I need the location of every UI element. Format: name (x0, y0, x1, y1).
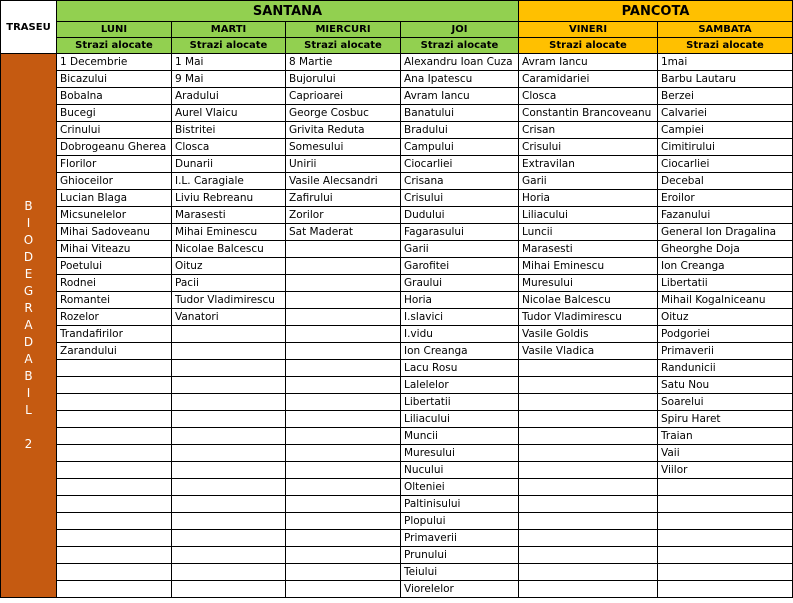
sub-header-joi: Strazi alocate (401, 38, 519, 54)
route-label (1, 54, 57, 598)
street-cell-miercuri: Zafirului (286, 190, 401, 207)
street-cell-marti (172, 496, 286, 513)
street-cell-miercuri (286, 428, 401, 445)
street-cell-sambata: Ciocarliei (658, 156, 793, 173)
street-cell-miercuri (286, 479, 401, 496)
street-cell-marti (172, 428, 286, 445)
street-cell-vineri: Liliacului (519, 207, 658, 224)
street-cell-sambata: Ion Creanga (658, 258, 793, 275)
street-cell-joi: Crisului (401, 190, 519, 207)
sub-header-marti: Strazi alocate (172, 38, 286, 54)
street-cell-sambata: Calvariei (658, 105, 793, 122)
street-cell-miercuri: Unirii (286, 156, 401, 173)
street-cell-vineri (519, 496, 658, 513)
street-cell-marti: Marasesti (172, 207, 286, 224)
street-cell-sambata: Cimitirului (658, 139, 793, 156)
route-letter: G (23, 284, 34, 298)
table-row (1, 292, 793, 309)
table-row (1, 54, 793, 71)
street-cell-sambata (658, 581, 793, 598)
day-header-luni: LUNI (57, 22, 172, 38)
table-row (1, 173, 793, 190)
street-cell-marti (172, 547, 286, 564)
street-cell-marti: Dunarii (172, 156, 286, 173)
street-cell-miercuri (286, 275, 401, 292)
street-cell-marti (172, 564, 286, 581)
route-letter: B (24, 199, 33, 213)
street-cell-joi: Liliacului (401, 411, 519, 428)
street-cell-miercuri (286, 394, 401, 411)
street-cell-vineri: Muresului (519, 275, 658, 292)
street-cell-vineri: Marasesti (519, 241, 658, 258)
street-cell-joi: Fagarasului (401, 224, 519, 241)
table-row (1, 88, 793, 105)
table-row (1, 71, 793, 88)
table-row (1, 258, 793, 275)
street-cell-vineri: Vasile Vladica (519, 343, 658, 360)
table-row (1, 513, 793, 530)
street-cell-luni (57, 411, 172, 428)
street-cell-miercuri (286, 309, 401, 326)
street-cell-vineri: Vasile Goldis (519, 326, 658, 343)
street-cell-luni (57, 479, 172, 496)
street-cell-luni: Trandafirilor (57, 326, 172, 343)
street-cell-joi: Crisana (401, 173, 519, 190)
street-cell-sambata: General Ion Dragalina (658, 224, 793, 241)
street-cell-marti: Nicolae Balcescu (172, 241, 286, 258)
street-cell-marti: Aradului (172, 88, 286, 105)
street-cell-joi: Campului (401, 139, 519, 156)
table-row (1, 139, 793, 156)
table-row (1, 224, 793, 241)
street-cell-joi: Nucului (401, 462, 519, 479)
street-cell-sambata: Satu Nou (658, 377, 793, 394)
street-cell-luni (57, 462, 172, 479)
street-cell-miercuri (286, 411, 401, 428)
street-cell-marti (172, 479, 286, 496)
sub-header-miercuri: Strazi alocate (286, 38, 401, 54)
street-cell-joi: Muresului (401, 445, 519, 462)
route-letter: I (26, 386, 31, 400)
table-row (1, 530, 793, 547)
table-row (1, 207, 793, 224)
street-cell-miercuri (286, 292, 401, 309)
day-header-vineri: VINERI (519, 22, 658, 38)
street-cell-joi: Paltinisului (401, 496, 519, 513)
street-cell-joi: Ion Creanga (401, 343, 519, 360)
street-cell-joi: Ana Ipatescu (401, 71, 519, 88)
street-cell-vineri (519, 411, 658, 428)
street-cell-marti (172, 462, 286, 479)
table-row (1, 190, 793, 207)
street-cell-joi: Dudului (401, 207, 519, 224)
street-cell-miercuri: George Cosbuc (286, 105, 401, 122)
street-cell-marti: Bistritei (172, 122, 286, 139)
street-cell-joi: Avram Iancu (401, 88, 519, 105)
street-cell-luni: Bicazului (57, 71, 172, 88)
street-cell-miercuri (286, 258, 401, 275)
street-cell-miercuri (286, 496, 401, 513)
group-header-pancota: PANCOTA (519, 1, 793, 22)
street-cell-luni: Lucian Blaga (57, 190, 172, 207)
route-letter (1, 419, 56, 436)
street-cell-marti (172, 377, 286, 394)
street-cell-miercuri (286, 581, 401, 598)
street-cell-joi: Viorelelor (401, 581, 519, 598)
street-cell-marti: Oituz (172, 258, 286, 275)
street-cell-marti: Vanatori (172, 309, 286, 326)
route-letter: A (24, 352, 33, 366)
street-cell-sambata: Primaverii (658, 343, 793, 360)
table-row (1, 343, 793, 360)
street-cell-sambata: Mihail Kogalniceanu (658, 292, 793, 309)
route-letter: E (24, 267, 33, 281)
street-cell-marti (172, 343, 286, 360)
sub-header-sambata: Strazi alocate (658, 38, 793, 54)
street-cell-marti: I.L. Caragiale (172, 173, 286, 190)
table-row (1, 309, 793, 326)
street-cell-luni (57, 428, 172, 445)
table-row (1, 377, 793, 394)
street-cell-miercuri (286, 360, 401, 377)
street-cell-vineri: Nicolae Balcescu (519, 292, 658, 309)
street-cell-vineri (519, 513, 658, 530)
street-cell-luni (57, 445, 172, 462)
street-cell-joi: Lacu Rosu (401, 360, 519, 377)
street-cell-sambata: Podgoriei (658, 326, 793, 343)
street-cell-sambata: Gheorghe Doja (658, 241, 793, 258)
street-cell-vineri: Crisan (519, 122, 658, 139)
street-cell-vineri: Constantin Brancoveanu (519, 105, 658, 122)
group-header-santana: SANTANA (57, 1, 519, 22)
street-cell-joi: Primaverii (401, 530, 519, 547)
street-cell-marti: Liviu Rebreanu (172, 190, 286, 207)
street-cell-sambata: 1mai (658, 54, 793, 71)
street-cell-miercuri (286, 377, 401, 394)
street-cell-marti (172, 360, 286, 377)
table-row (1, 360, 793, 377)
street-cell-sambata: Libertatii (658, 275, 793, 292)
street-cell-sambata (658, 496, 793, 513)
street-cell-joi: Olteniei (401, 479, 519, 496)
street-cell-vineri: Caramidariei (519, 71, 658, 88)
street-cell-joi: I.vidu (401, 326, 519, 343)
street-cell-vineri: Horia (519, 190, 658, 207)
day-header-joi: JOI (401, 22, 519, 38)
street-cell-luni (57, 581, 172, 598)
street-cell-marti: Pacii (172, 275, 286, 292)
street-cell-joi: Banatului (401, 105, 519, 122)
group-header-row (1, 1, 793, 22)
street-cell-sambata: Spiru Haret (658, 411, 793, 428)
street-cell-vineri: Avram Iancu (519, 54, 658, 71)
street-cell-vineri (519, 547, 658, 564)
route-letter: D (23, 250, 34, 264)
street-cell-vineri: Tudor Vladimirescu (519, 309, 658, 326)
table-row (1, 394, 793, 411)
street-cell-vineri: Closca (519, 88, 658, 105)
street-cell-miercuri (286, 241, 401, 258)
street-cell-marti: Tudor Vladimirescu (172, 292, 286, 309)
route-letter: L (25, 403, 32, 417)
street-cell-miercuri (286, 547, 401, 564)
table-row (1, 241, 793, 258)
street-cell-luni: Poetului (57, 258, 172, 275)
table-row (1, 462, 793, 479)
route-letter: O (23, 233, 34, 247)
street-cell-luni: Rozelor (57, 309, 172, 326)
street-cell-miercuri: 8 Martie (286, 54, 401, 71)
street-cell-vineri (519, 377, 658, 394)
traseu-header: TRASEU (1, 1, 57, 54)
street-cell-sambata (658, 530, 793, 547)
street-cell-sambata: Berzei (658, 88, 793, 105)
street-cell-vineri: Luncii (519, 224, 658, 241)
street-cell-vineri (519, 564, 658, 581)
table-row (1, 122, 793, 139)
street-cell-marti: Closca (172, 139, 286, 156)
street-cell-sambata (658, 513, 793, 530)
route-letter: I (26, 216, 31, 230)
street-cell-vineri (519, 581, 658, 598)
street-cell-luni (57, 360, 172, 377)
street-cell-luni: Florilor (57, 156, 172, 173)
street-cell-vineri (519, 394, 658, 411)
street-cell-sambata: Decebal (658, 173, 793, 190)
street-cell-joi: Garofitei (401, 258, 519, 275)
street-cell-marti (172, 411, 286, 428)
street-cell-vineri (519, 530, 658, 547)
street-cell-miercuri (286, 530, 401, 547)
street-cell-miercuri: Bujorului (286, 71, 401, 88)
street-cell-luni: Rodnei (57, 275, 172, 292)
street-cell-luni: Romantei (57, 292, 172, 309)
street-cell-joi: Alexandru Ioan Cuza (401, 54, 519, 71)
day-header-row (1, 22, 793, 38)
street-cell-sambata: Barbu Lautaru (658, 71, 793, 88)
table-row (1, 105, 793, 122)
day-header-sambata: SAMBATA (658, 22, 793, 38)
street-cell-sambata: Soarelui (658, 394, 793, 411)
street-cell-sambata: Vaii (658, 445, 793, 462)
street-cell-luni: Micsunelelor (57, 207, 172, 224)
street-cell-joi: Prunului (401, 547, 519, 564)
street-cell-luni (57, 564, 172, 581)
street-cell-luni: Bobalna (57, 88, 172, 105)
table-row (1, 564, 793, 581)
street-cell-sambata: Viilor (658, 462, 793, 479)
street-cell-miercuri (286, 462, 401, 479)
street-cell-joi: Libertatii (401, 394, 519, 411)
street-cell-luni: Crinului (57, 122, 172, 139)
table-row (1, 581, 793, 598)
street-cell-vineri: Mihai Eminescu (519, 258, 658, 275)
street-cell-sambata: Traian (658, 428, 793, 445)
street-cell-joi: Teiului (401, 564, 519, 581)
street-cell-marti: 1 Mai (172, 54, 286, 71)
street-cell-sambata: Fazanului (658, 207, 793, 224)
street-cell-luni (57, 547, 172, 564)
street-cell-sambata: Oituz (658, 309, 793, 326)
route-letter: A (24, 318, 33, 332)
street-cell-luni: Mihai Viteazu (57, 241, 172, 258)
day-header-miercuri: MIERCURI (286, 22, 401, 38)
street-cell-vineri: Garii (519, 173, 658, 190)
table-row (1, 547, 793, 564)
street-cell-joi: Graului (401, 275, 519, 292)
street-cell-miercuri: Zorilor (286, 207, 401, 224)
street-cell-sambata (658, 547, 793, 564)
street-cell-marti: 9 Mai (172, 71, 286, 88)
street-cell-joi: Muncii (401, 428, 519, 445)
street-cell-marti (172, 530, 286, 547)
street-cell-vineri (519, 428, 658, 445)
street-cell-luni: Bucegi (57, 105, 172, 122)
route-letter: R (24, 301, 33, 315)
street-cell-vineri (519, 479, 658, 496)
table-row (1, 326, 793, 343)
street-cell-vineri: Crisului (519, 139, 658, 156)
street-cell-joi: Plopului (401, 513, 519, 530)
street-cell-joi: Horia (401, 292, 519, 309)
street-cell-sambata: Eroilor (658, 190, 793, 207)
street-cell-luni: Mihai Sadoveanu (57, 224, 172, 241)
street-cell-luni (57, 394, 172, 411)
street-cell-miercuri: Vasile Alecsandri (286, 173, 401, 190)
street-cell-miercuri (286, 445, 401, 462)
street-cell-marti: Mihai Eminescu (172, 224, 286, 241)
street-cell-joi: Ciocarliei (401, 156, 519, 173)
street-cell-joi: Lalelelor (401, 377, 519, 394)
street-cell-miercuri: Caprioarei (286, 88, 401, 105)
sub-header-vineri: Strazi alocate (519, 38, 658, 54)
street-cell-sambata (658, 479, 793, 496)
street-cell-joi: Bradului (401, 122, 519, 139)
street-cell-sambata (658, 564, 793, 581)
table-row (1, 411, 793, 428)
route-letter: D (23, 335, 34, 349)
street-cell-vineri: Extravilan (519, 156, 658, 173)
route-letter: B (24, 369, 33, 383)
street-cell-miercuri: Sat Maderat (286, 224, 401, 241)
sub-header-luni: Strazi alocate (57, 38, 172, 54)
street-cell-luni (57, 496, 172, 513)
street-cell-sambata: Randunicii (658, 360, 793, 377)
street-cell-miercuri (286, 343, 401, 360)
street-cell-luni: Dobrogeanu Gherea (57, 139, 172, 156)
table-row (1, 479, 793, 496)
table-row (1, 156, 793, 173)
street-cell-marti: Aurel Vlaicu (172, 105, 286, 122)
table-row (1, 275, 793, 292)
street-cell-miercuri (286, 564, 401, 581)
street-cell-joi: Garii (401, 241, 519, 258)
street-cell-miercuri: Grivita Reduta (286, 122, 401, 139)
table-row (1, 496, 793, 513)
street-cell-marti (172, 513, 286, 530)
table-row (1, 428, 793, 445)
street-cell-sambata: Campiei (658, 122, 793, 139)
street-cell-joi: I.slavici (401, 309, 519, 326)
table-row (1, 445, 793, 462)
street-cell-miercuri (286, 326, 401, 343)
sub-header-row (1, 38, 793, 54)
street-cell-luni (57, 513, 172, 530)
street-cell-marti (172, 581, 286, 598)
street-cell-marti (172, 445, 286, 462)
street-cell-miercuri: Somesului (286, 139, 401, 156)
street-cell-luni (57, 530, 172, 547)
route-letter: 2 (24, 437, 33, 451)
street-cell-miercuri (286, 513, 401, 530)
street-cell-luni: 1 Decembrie (57, 54, 172, 71)
street-cell-marti (172, 394, 286, 411)
street-cell-vineri (519, 462, 658, 479)
day-header-marti: MARTI (172, 22, 286, 38)
street-cell-luni (57, 377, 172, 394)
street-cell-luni: Ghioceilor (57, 173, 172, 190)
street-cell-luni: Zarandului (57, 343, 172, 360)
street-cell-vineri (519, 445, 658, 462)
street-cell-marti (172, 326, 286, 343)
street-cell-vineri (519, 360, 658, 377)
